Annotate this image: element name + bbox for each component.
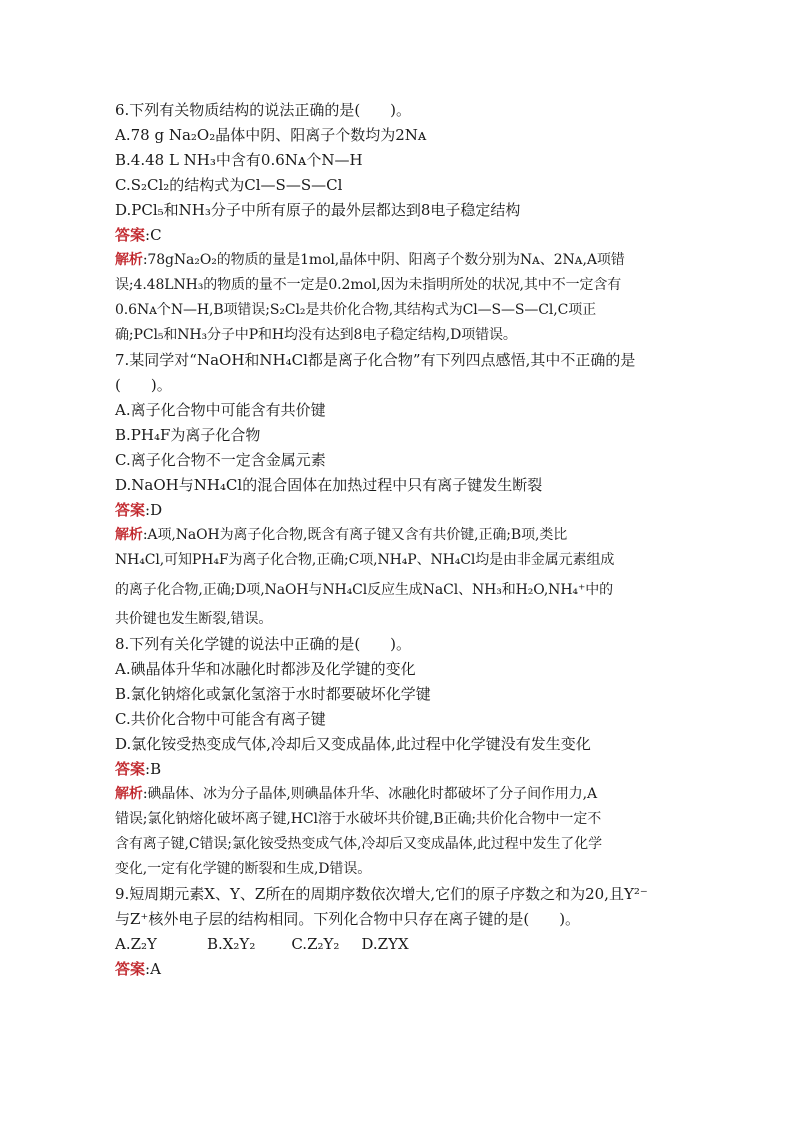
explain-line: :碘晶体、冰为分子晶体,则碘晶体升华、冰融化时都破坏了分子间作用力,A: [142, 786, 598, 802]
question-6-option-d: D.PCl₅和NH₃分子中所有原子的最外层都达到8电子稳定结构: [115, 201, 521, 219]
question-9: [115, 882, 685, 982]
question-7-option-d: D.NaOH与NH₄Cl的混合固体在加热过程中只有离子键发生断裂: [115, 476, 543, 494]
explain-line: 误;4.48LNH₃的物质的量不一定是0.2mol,因为未指明所处的状况,其中不一定含有: [115, 277, 622, 293]
question-7-stem-line-2: ( )。: [115, 376, 172, 394]
answer-value: :C: [145, 226, 162, 244]
answer-label: 答案: [115, 226, 146, 244]
explain-label: 解析: [115, 786, 143, 802]
explain-line: 变化,一定有化学键的断裂和生成,D错误。: [115, 861, 372, 877]
question-6-answer: [115, 223, 685, 248]
question-8-option-a: A.碘晶体升华和冰融化时都涉及化学键的变化: [115, 660, 416, 678]
question-8-explanation: [115, 782, 685, 882]
question-8-stem: 8.下列有关化学键的说法中正确的是( )。: [115, 635, 412, 653]
question-9-options: [115, 932, 685, 957]
question-9-option-c: C.Z₂Y₂: [291, 935, 340, 953]
question-7-explanation: [115, 523, 685, 632]
answer-value: :B: [145, 760, 162, 778]
question-7-answer: [115, 498, 685, 523]
question-6-option-c: C.S₂Cl₂的结构式为Cl—S—S—Cl: [115, 176, 343, 194]
question-8-option-c: C.共价化合物中可能含有离子键: [115, 710, 326, 728]
explain-label: 解析: [115, 252, 143, 268]
answer-label: 答案: [115, 760, 146, 778]
question-6-explanation: [115, 248, 685, 348]
question-9-option-b: B.X₂Y₂: [206, 935, 256, 953]
answer-value: :D: [145, 501, 163, 519]
question-7-stem-line-1: 7.某同学对“NaOH和NH₄Cl都是离子化合物”有下列四点感悟,其中不正确的是: [115, 351, 636, 369]
question-8: [115, 632, 685, 882]
answer-label: 答案: [115, 501, 146, 519]
question-9-option-a: A.Z₂Y: [115, 935, 157, 953]
question-7-option-c: C.离子化合物不一定含金属元素: [115, 451, 326, 469]
question-7-option-b: B.PH₄F为离子化合物: [115, 426, 261, 444]
answer-value: :A: [145, 960, 161, 978]
explain-line: :78gNa₂O₂的物质的量是1mol,晶体中阴、阳离子个数分别为Nᴀ、2Nᴀ,A项错: [142, 252, 625, 268]
explain-line: 含有离子键,C错误;氯化铵受热变成气体,冷却后又变成晶体,此过程中发生了化学: [115, 836, 602, 852]
question-8-option-b: B.氯化钠熔化或氯化氢溶于水时都要破坏化学键: [115, 685, 431, 703]
explain-line: 确;PCl₅和NH₃分子中P和H均没有达到8电子稳定结构,D项错误。: [115, 327, 517, 343]
question-9-answer: [115, 957, 685, 982]
question-6-stem: 6.下列有关物质结构的说法正确的是( )。: [115, 101, 412, 119]
answer-label: 答案: [115, 960, 146, 978]
question-6: [115, 98, 685, 348]
question-9-option-d: D.ZYX: [361, 935, 409, 953]
explain-line: 错误;氯化钠熔化破坏离子键,HCl溶于水破坏共价键,B正确;共价化合物中一定不: [115, 811, 602, 827]
explain-line: NH₄Cl,可知PH₄F为离子化合物,正确;C项,NH₄P、NH₄Cl均是由非金属元素组成: [115, 552, 615, 568]
question-9-stem-line-1: 9.短周期元素X、Y、Z所在的周期序数依次增大,它们的原子序数之和为20,且Y²⁻: [115, 885, 648, 903]
question-7: [115, 348, 685, 632]
question-9-stem-line-2: 与Z⁺核外电子层的结构相同。下列化合物中只存在离子键的是( )。: [115, 910, 581, 928]
explain-label: 解析: [115, 527, 143, 543]
question-7-option-a: A.离子化合物中可能含有共价键: [115, 401, 326, 419]
question-page: [115, 98, 685, 982]
question-6-option-b: B.4.48 L NH₃中含有0.6Nᴀ个N—H: [115, 151, 363, 169]
question-6-option-a: A.78 g Na₂O₂晶体中阴、阳离子个数均为2Nᴀ: [115, 126, 427, 144]
explain-line: 的离子化合物,正确;D项,NaOH与NH₄Cl反应生成NaCl、NH₃和H₂O,NH₄⁺中的: [115, 582, 614, 598]
explain-line: :A项,NaOH为离子化合物,既含有离子键又含有共价键,正确;B项,类比: [142, 527, 568, 543]
explain-line: 0.6Nᴀ个N—H,B项错误;S₂Cl₂是共价化合物,其结构式为Cl—S—S—Cl,C项正: [115, 302, 597, 318]
question-8-option-d: D.氯化铵受热变成气体,冷却后又变成晶体,此过程中化学键没有发生变化: [115, 735, 591, 753]
explain-line: 共价键也发生断裂,错误。: [115, 611, 273, 627]
question-8-answer: [115, 757, 685, 782]
